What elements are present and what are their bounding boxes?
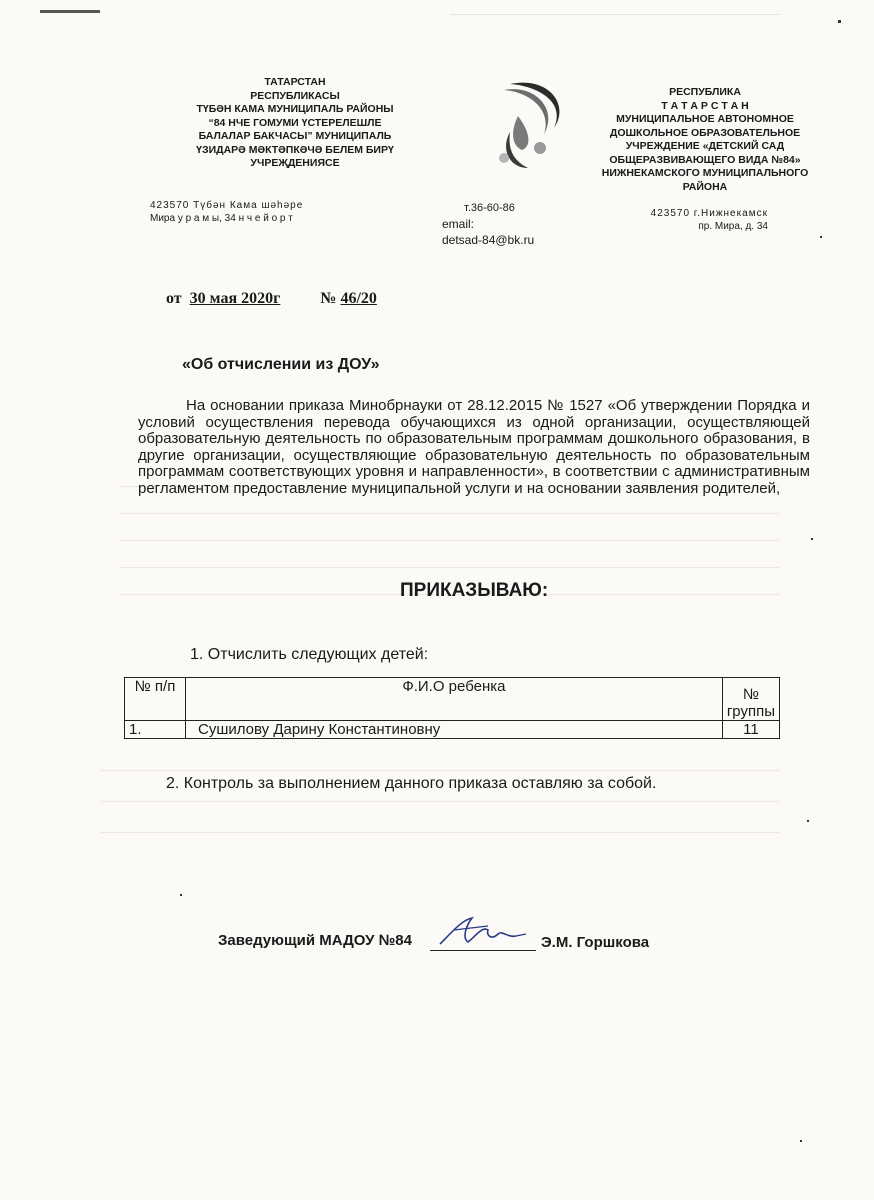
address-left-line1: 423570 Түбән Кама шәһәре [150,200,304,211]
col-name-header: Ф.И.О ребенка [186,678,723,721]
signature-mark-icon [432,912,532,952]
header-right-line: МУНИЦИПАЛЬНОЕ АВТОНОМНОЕ [616,113,794,125]
order-number-label: № [320,290,337,307]
order-heading: ПРИКАЗЫВАЮ: [400,580,549,601]
col-group-header: № группы [722,678,779,721]
order-header [166,290,377,308]
header-right-line: УЧРЕЖДЕНИЕ «ДЕТСКИЙ САД [625,140,785,152]
signature-position: Заведующий МАДОУ №84 [218,932,412,949]
address-left-line2: Мира у р а м ы, 34 н ч е й о р т [150,213,293,224]
order-date: 30 мая 2020г [189,290,281,307]
scan-speck [807,820,809,822]
col-number-header: № п/п [125,678,186,721]
scan-speck [838,20,841,23]
scan-speck [180,894,182,896]
scan-speck [820,236,822,238]
header-right-line: НИЖНЕКАМСКОГО МУНИЦИПАЛЬНОГО [601,167,809,179]
header-left-line: ҮЗИДАРӘ МӘКТӘПКӘЧӘ БЕЛЕМ БИРҮ [196,143,394,156]
header-right-line: Т А Т А Р С Т А Н [661,99,749,112]
address-right [636,207,768,233]
scan-speck [800,1140,802,1142]
header-left-org [150,76,440,171]
header-left-line: РЕСПУБЛИКАСЫ [250,89,340,102]
order-subject: «Об отчислении из ДОУ» [182,356,380,373]
logo-icon [470,76,580,176]
cell-number: 1. [125,721,186,739]
address-right-line2: пр. Мира, д. 34 [698,221,768,232]
email-link[interactable]: detsad-84@bk.ru [442,233,535,247]
cell-group: 11 [722,721,779,739]
header-right-line: РАЙОНА [682,180,728,193]
header-left-line: ТАТАРСТАН [264,76,326,88]
header-right-line: РЕСПУБЛИКА [669,86,741,98]
order-item-2: 2. Контроль за выполнением данного приказа оставляю за собой. [166,775,657,792]
header-left-line: УЧРЕҖДЕНИЯСЕ [250,157,340,169]
order-body [138,398,810,497]
contact-block [442,200,534,248]
cell-name: Сушилову Дарину Константиновну [186,721,723,739]
children-table [124,677,780,739]
table-row [125,721,780,739]
address-right-line1: 423570 г.Нижнекамск [650,208,768,219]
address-left [150,199,303,225]
signature-name: Э.М. Горшкова [541,934,650,951]
order-item-1: 1. Отчислить следующих детей: [190,646,429,663]
header-right-org [580,86,830,194]
phone: т.36-60-86 [464,202,515,214]
scan-speck [811,538,813,540]
email-label: email: [442,217,475,231]
table-header-row [125,678,780,721]
header-left-line: БАЛАЛАР БАКЧАСЫ” МУНИЦИПАЛЬ [198,130,392,142]
order-from-label: от [166,290,182,307]
header-left-line: “84 НЧЕ ГОМУМИ ҮСТЕРЕЛЕШЛЕ [208,116,382,129]
header-right-line: ОБЩЕРАЗВИВАЮЩЕГО ВИДА №84» [609,153,801,166]
header-left-line: ТҮБӘН КАМА МУНИЦИПАЛЬ РАЙОНЫ [196,103,394,115]
order-body-text: На основании приказа Минобрнауки от 28.12.2015 № 1527 «Об утверждении Порядка и условий осуществления перевода обучающихся из одной организации, осуществляющей образовательную деятельность по образовательным программам дошкольного образования, в другие организации, осуществляющие образовательную деятельность по образовательным программам соответствующих уровня и направленности», в соответствии с административным регламентом предоставление муниципальной услуги и на основании заявления родителей, [138,397,810,497]
order-number: 46/20 [340,290,377,307]
header-right-line: ДОШКОЛЬНОЕ ОБРАЗОВАТЕЛЬНОЕ [609,126,801,139]
